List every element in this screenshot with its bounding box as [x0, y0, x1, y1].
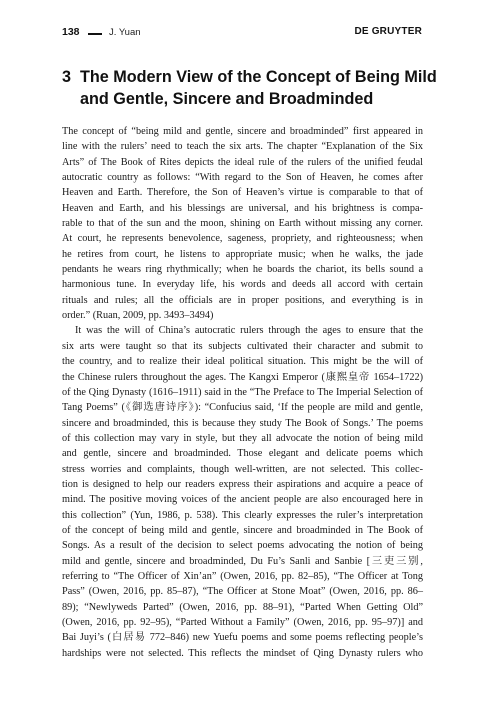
text-line: Heaven and Earth. Therefore, the Son of Heaven’s virtue is comparable to that of: [62, 187, 423, 199]
text-line: sincere and broadminded, this is because they study The Book of Songs.’ The poems: [62, 417, 423, 429]
text-line: pendants he wears ring rhythmically; when he boards the chariot, its bells sound a: [62, 264, 423, 276]
text-line: (Owen, 2016, pp. 92–95), “Parted Without a Family” (Owen, 2016, pp. 95–97)] and: [62, 617, 423, 628]
text-line: mind. The positive moving voices of the ancient people are also encouraged here in: [62, 494, 423, 506]
text-line: Pass” (Owen, 2016, pp. 85–87), “The Officer at Stone Moat” (Owen, 2016, pp. 86–: [62, 586, 423, 598]
publisher-name: DE GRUYTER: [354, 26, 422, 37]
running-header: [62, 26, 422, 42]
text-line: hardships were not selected. This reflects the mindset of Qing Dynasty rulers who: [62, 647, 423, 659]
text-line: line with the rulers’ need to teach the six arts. The chapter “Explanation of the Six: [62, 141, 423, 153]
page-number: 138: [62, 26, 80, 38]
text-line: of the Qing Dynasty (1616–1911) said in the “The Preface to The Imperial Selection of: [62, 386, 423, 398]
text-line: The concept of “being mild and gentle, sincere and broadminded” first appeared in: [62, 126, 423, 137]
text-line: Heaven and Earth, and his blessings are universal, and his brightness is compa-: [62, 202, 423, 214]
running-author: J. Yuan: [109, 26, 141, 38]
text-line: rituals and rules; all the officials are in proper positions, and everything is in: [62, 294, 423, 306]
text-line: he retires from court, he listens to appropriate music; when he walks, the jade: [62, 248, 423, 260]
text-line: Tang Poems” (《御选唐诗序》): “Confucius said, ‘If the people are mild and gentle,: [62, 402, 423, 414]
body-text: [62, 124, 423, 661]
header-rule: [88, 33, 102, 35]
text-line: this collection” (Yun, 1986, p. 538). This clearly expresses the ruler’s interpretation: [62, 509, 423, 521]
text-line: Bai Juyi’s (白居易 772–846) new Yuefu poems and some poems reflecting people’s: [62, 632, 423, 644]
text-line: rable to that of the sun and the moon, shining on Earth without missing any corner.: [62, 218, 423, 230]
text-line: harmonious tune. In everyday life, his words and deeds all accord with certain: [62, 279, 423, 291]
text-line: referring to “The Officer of Xin’an” (Owen, 2016, pp. 82–85), “The Officer at Tong: [62, 570, 423, 582]
text-line: It was the will of China’s autocratic rulers through the ages to ensure that the: [75, 325, 423, 337]
text-line: stress worries and complaints, though well-written, are not selected. This collec-: [62, 463, 423, 475]
section-number: 3: [62, 68, 72, 86]
text-line: At court, he represents benevolence, sageness, propriety, and righteousness; when: [62, 233, 423, 245]
text-line: and gentle, sincere and broadminded. Those elegant and delicate poems which: [62, 448, 423, 460]
paragraph: [62, 124, 423, 323]
section-heading: [62, 66, 437, 110]
text-line: six arts were taught so that its subjects cultivated their character and submit to: [62, 340, 423, 352]
text-line: the Chinese rulers throughout the ages. The Kangxi Emperor (康熙皇帝 1654–1722): [62, 371, 423, 383]
text-line: order.” (Ruan, 2009, pp. 3493–3494): [62, 310, 214, 322]
text-line: tion is designed to help our readers express their aspirations and acquire a peace of: [62, 478, 423, 490]
section-title-line: and Gentle, Sincere and Broadminded: [80, 90, 374, 108]
text-line: autocratic country as follows: “With regard to the Son of Heaven, he comes after: [62, 172, 423, 184]
text-line: Songs. As a result of the decision to select poems advocating the notion of being: [62, 540, 423, 552]
text-line: mild and gentle, sincere and broadminded, Du Fu’s Sanli and Sanbie [三吏三别,: [62, 555, 423, 567]
paragraph: [62, 323, 423, 661]
text-line: 89); “Newlyweds Parted” (Owen, 2016, pp. 88–91), “Parted When Getting Old”: [62, 601, 423, 613]
text-line: Arts” of The Book of Rites depicts the ideal rule of the rulers of the unified feudal: [62, 156, 423, 168]
text-line: of the concept of being mild and gentle, sincere and broadminded in The Book of: [62, 524, 423, 536]
text-line: of this collection may vary in style, but they all advocate the notion of being mild: [62, 432, 423, 444]
section-title-line: The Modern View of the Concept of Being Mild: [80, 68, 437, 86]
text-line: the country, and to realize their ideal political situation. This might be the will of: [62, 356, 423, 368]
